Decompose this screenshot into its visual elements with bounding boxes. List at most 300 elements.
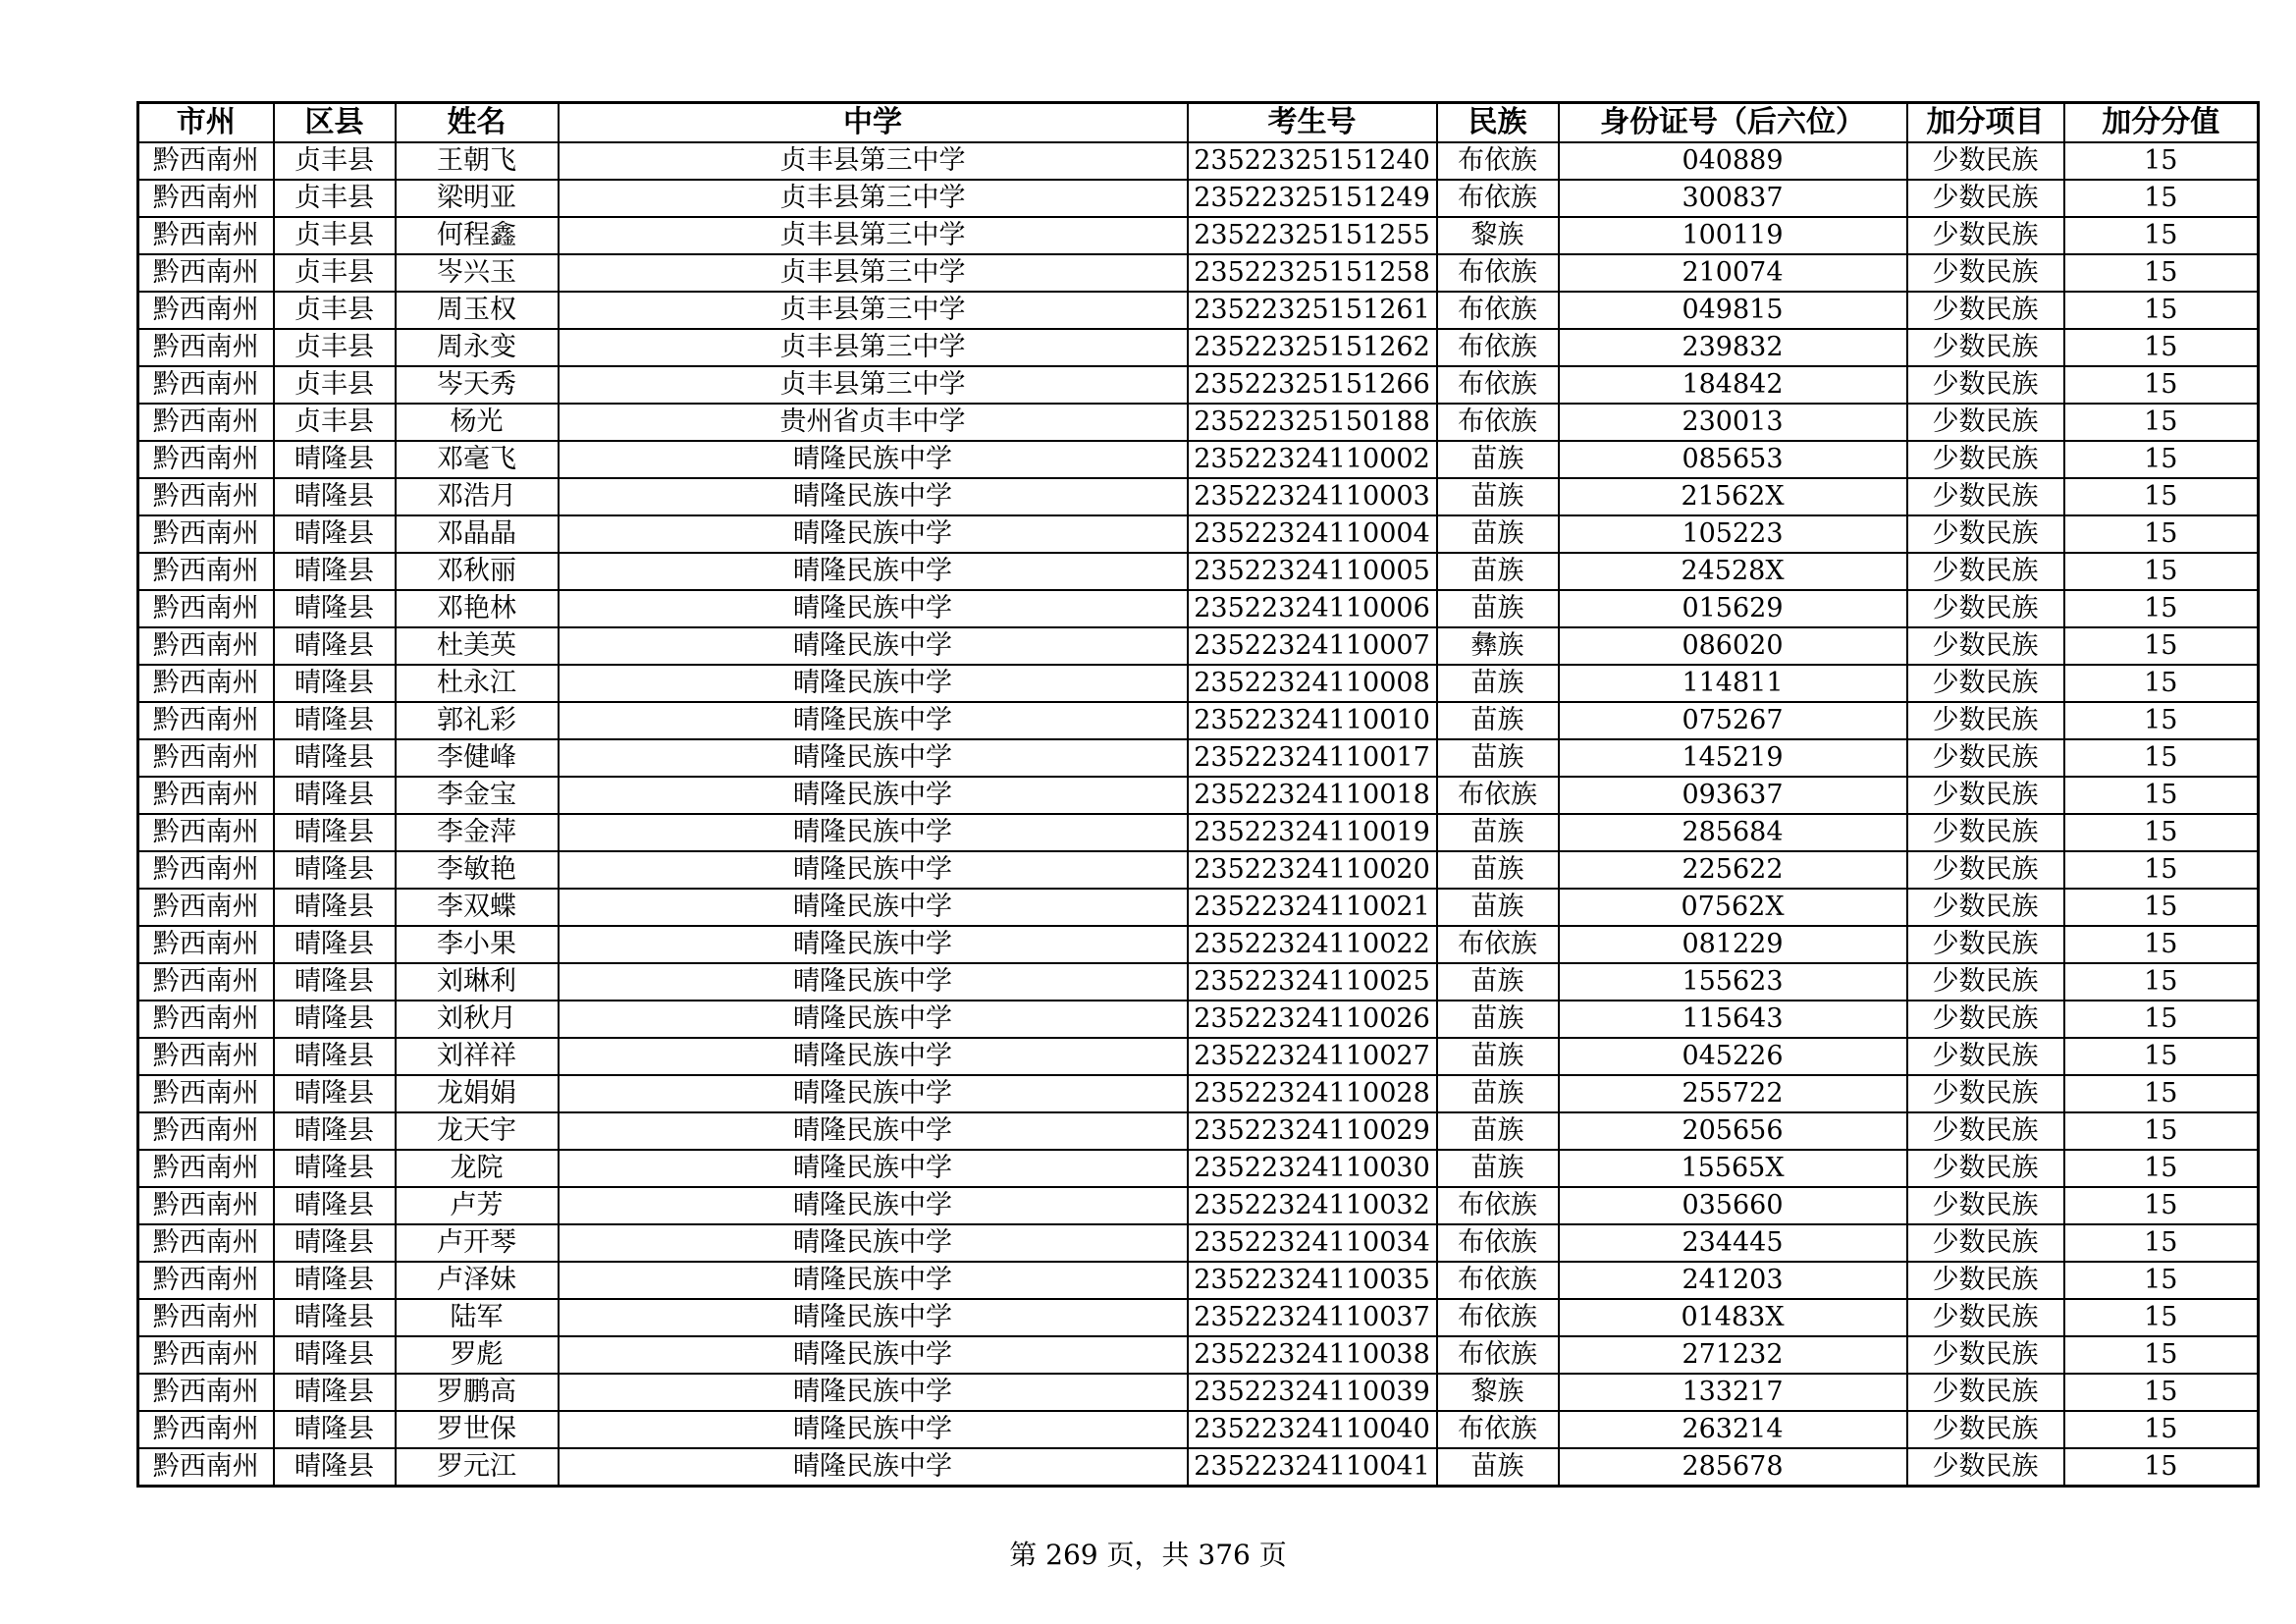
- id-suffix-cell: 045226: [1559, 1038, 1907, 1075]
- student-name-cell: 刘秋月: [396, 1001, 559, 1038]
- bonus-value-cell: 15: [2064, 1150, 2259, 1187]
- exam-id-cell: 23522324110038: [1188, 1336, 1437, 1374]
- county-cell: 贞丰县: [274, 404, 396, 441]
- school-cell: 贞丰县第三中学: [559, 180, 1188, 217]
- id-suffix-cell: 230013: [1559, 404, 1907, 441]
- bonus-item-cell: 少数民族: [1907, 1411, 2064, 1448]
- ethnicity-cell: 苗族: [1437, 1001, 1559, 1038]
- school-cell: 晴隆民族中学: [559, 1112, 1188, 1150]
- city-cell: 黔西南州: [138, 329, 274, 366]
- county-cell: 晴隆县: [274, 1448, 396, 1487]
- ethnicity-cell: 苗族: [1437, 1112, 1559, 1150]
- id-suffix-cell: 049815: [1559, 292, 1907, 329]
- county-cell: 晴隆县: [274, 1038, 396, 1075]
- exam-id-header: 考生号: [1188, 103, 1437, 143]
- county-cell: 贞丰县: [274, 292, 396, 329]
- county-cell: 晴隆县: [274, 1411, 396, 1448]
- bonus-item-cell: 少数民族: [1907, 1187, 2064, 1224]
- student-name-cell: 周玉权: [396, 292, 559, 329]
- id-suffix-cell: 205656: [1559, 1112, 1907, 1150]
- student-name-cell: 卢泽妹: [396, 1262, 559, 1299]
- city-cell: 黔西南州: [138, 627, 274, 665]
- city-cell: 黔西南州: [138, 777, 274, 814]
- table-row: [138, 180, 2259, 217]
- bonus-value-cell: 15: [2064, 851, 2259, 889]
- ethnicity-cell: 苗族: [1437, 1075, 1559, 1112]
- exam-id-cell: 23522324110025: [1188, 963, 1437, 1001]
- student-name-cell: 杜美英: [396, 627, 559, 665]
- ethnicity-cell: 苗族: [1437, 590, 1559, 627]
- bonus-item-cell: 少数民族: [1907, 441, 2064, 478]
- student-name-cell: 岑天秀: [396, 366, 559, 404]
- city-cell: 黔西南州: [138, 1224, 274, 1262]
- bonus-item-cell: 少数民族: [1907, 926, 2064, 963]
- id-suffix-cell: 271232: [1559, 1336, 1907, 1374]
- county-cell: 晴隆县: [274, 1112, 396, 1150]
- bonus-item-cell: 少数民族: [1907, 478, 2064, 515]
- student-name-cell: 邓晶晶: [396, 515, 559, 553]
- student-name-cell: 王朝飞: [396, 142, 559, 180]
- bonus-item-cell: 少数民族: [1907, 1001, 2064, 1038]
- id-suffix-cell: 100119: [1559, 217, 1907, 254]
- table-row: [138, 926, 2259, 963]
- student-name-cell: 罗彪: [396, 1336, 559, 1374]
- city-cell: 黔西南州: [138, 1299, 274, 1336]
- county-cell: 晴隆县: [274, 926, 396, 963]
- student-name-cell: 龙天宇: [396, 1112, 559, 1150]
- ethnicity-cell: 布依族: [1437, 777, 1559, 814]
- ethnicity-cell: 布依族: [1437, 926, 1559, 963]
- table-row: [138, 1112, 2259, 1150]
- id-suffix-cell: 035660: [1559, 1187, 1907, 1224]
- bonus-item-header: 加分项目: [1907, 103, 2064, 143]
- bonus-item-cell: 少数民族: [1907, 1448, 2064, 1487]
- page-number-footer: 第 269 页，共 376 页: [1009, 1539, 1287, 1571]
- bonus-value-cell: 15: [2064, 441, 2259, 478]
- student-name-cell: 卢芳: [396, 1187, 559, 1224]
- ethnicity-cell: 黎族: [1437, 217, 1559, 254]
- bonus-item-cell: 少数民族: [1907, 217, 2064, 254]
- table-row: [138, 777, 2259, 814]
- bonus-item-cell: 少数民族: [1907, 1075, 2064, 1112]
- city-cell: 黔西南州: [138, 366, 274, 404]
- exam-id-cell: 23522325151255: [1188, 217, 1437, 254]
- ethnicity-cell: 布依族: [1437, 1224, 1559, 1262]
- school-cell: 晴隆民族中学: [559, 1411, 1188, 1448]
- county-cell: 晴隆县: [274, 1187, 396, 1224]
- id-suffix-cell: 300837: [1559, 180, 1907, 217]
- exam-id-cell: 23522324110027: [1188, 1038, 1437, 1075]
- city-cell: 黔西南州: [138, 814, 274, 851]
- exam-id-cell: 23522324110007: [1188, 627, 1437, 665]
- county-header: 区县: [274, 103, 396, 143]
- city-cell: 黔西南州: [138, 478, 274, 515]
- bonus-item-cell: 少数民族: [1907, 963, 2064, 1001]
- table-row: [138, 515, 2259, 553]
- ethnicity-cell: 布依族: [1437, 1187, 1559, 1224]
- exam-id-cell: 23522325151249: [1188, 180, 1437, 217]
- bonus-item-cell: 少数民族: [1907, 180, 2064, 217]
- ethnicity-cell: 布依族: [1437, 1411, 1559, 1448]
- bonus-item-cell: 少数民族: [1907, 777, 2064, 814]
- bonus-item-cell: 少数民族: [1907, 702, 2064, 739]
- exam-id-cell: 23522324110005: [1188, 553, 1437, 590]
- student-name-cell: 李敏艳: [396, 851, 559, 889]
- city-cell: 黔西南州: [138, 1336, 274, 1374]
- bonus-item-cell: 少数民族: [1907, 366, 2064, 404]
- school-cell: 晴隆民族中学: [559, 963, 1188, 1001]
- table-row: [138, 553, 2259, 590]
- bonus-value-cell: 15: [2064, 329, 2259, 366]
- county-cell: 晴隆县: [274, 627, 396, 665]
- city-cell: 黔西南州: [138, 851, 274, 889]
- table-row: [138, 1448, 2259, 1487]
- bonus-value-cell: 15: [2064, 926, 2259, 963]
- id-suffix-cell: 210074: [1559, 254, 1907, 292]
- bonus-value-cell: 15: [2064, 180, 2259, 217]
- student-name-cell: 李金宝: [396, 777, 559, 814]
- school-cell: 晴隆民族中学: [559, 1224, 1188, 1262]
- student-name-cell: 刘琳利: [396, 963, 559, 1001]
- school-cell: 晴隆民族中学: [559, 1075, 1188, 1112]
- id-suffix-cell: 145219: [1559, 739, 1907, 777]
- table-row: [138, 590, 2259, 627]
- bonus-value-cell: 15: [2064, 1187, 2259, 1224]
- school-cell: 晴隆民族中学: [559, 553, 1188, 590]
- bonus-value-cell: 15: [2064, 1374, 2259, 1411]
- bonus-value-cell: 15: [2064, 963, 2259, 1001]
- school-cell: 晴隆民族中学: [559, 441, 1188, 478]
- city-cell: 黔西南州: [138, 1411, 274, 1448]
- ethnicity-cell: 布依族: [1437, 1336, 1559, 1374]
- exam-id-cell: 23522324110026: [1188, 1001, 1437, 1038]
- table-row: [138, 739, 2259, 777]
- school-cell: 晴隆民族中学: [559, 1038, 1188, 1075]
- student-name-cell: 卢开琴: [396, 1224, 559, 1262]
- id-suffix-header: 身份证号（后六位）: [1559, 103, 1907, 143]
- exam-id-cell: 23522324110006: [1188, 590, 1437, 627]
- exam-id-cell: 23522325151266: [1188, 366, 1437, 404]
- table-row: [138, 665, 2259, 702]
- student-name-cell: 龙娟娟: [396, 1075, 559, 1112]
- school-cell: 晴隆民族中学: [559, 739, 1188, 777]
- table-row: [138, 441, 2259, 478]
- school-cell: 贞丰县第三中学: [559, 217, 1188, 254]
- bonus-value-cell: 15: [2064, 590, 2259, 627]
- ethnicity-cell: 苗族: [1437, 441, 1559, 478]
- bonus-value-cell: 15: [2064, 1336, 2259, 1374]
- school-cell: 晴隆民族中学: [559, 1187, 1188, 1224]
- exam-id-cell: 23522324110020: [1188, 851, 1437, 889]
- table-row: [138, 1001, 2259, 1038]
- ethnicity-cell: 布依族: [1437, 292, 1559, 329]
- exam-id-cell: 23522325151262: [1188, 329, 1437, 366]
- bonus-value-cell: 15: [2064, 217, 2259, 254]
- city-cell: 黔西南州: [138, 553, 274, 590]
- city-cell: 黔西南州: [138, 1262, 274, 1299]
- id-suffix-cell: 015629: [1559, 590, 1907, 627]
- bonus-item-cell: 少数民族: [1907, 329, 2064, 366]
- school-cell: 贞丰县第三中学: [559, 142, 1188, 180]
- bonus-value-cell: 15: [2064, 1075, 2259, 1112]
- school-cell: 晴隆民族中学: [559, 1374, 1188, 1411]
- city-cell: 黔西南州: [138, 1038, 274, 1075]
- table-row: [138, 329, 2259, 366]
- exam-id-cell: 23522324110002: [1188, 441, 1437, 478]
- ethnicity-cell: 苗族: [1437, 1448, 1559, 1487]
- student-name-cell: 岑兴玉: [396, 254, 559, 292]
- id-suffix-cell: 15565X: [1559, 1150, 1907, 1187]
- bonus-item-cell: 少数民族: [1907, 1374, 2064, 1411]
- id-suffix-cell: 285684: [1559, 814, 1907, 851]
- header-row: [138, 103, 2259, 143]
- exam-id-cell: 23522324110032: [1188, 1187, 1437, 1224]
- table-row: [138, 627, 2259, 665]
- bonus-item-cell: 少数民族: [1907, 292, 2064, 329]
- ethnicity-cell: 苗族: [1437, 963, 1559, 1001]
- bonus-item-cell: 少数民族: [1907, 1224, 2064, 1262]
- city-cell: 黔西南州: [138, 889, 274, 926]
- id-suffix-cell: 21562X: [1559, 478, 1907, 515]
- bonus-value-cell: 15: [2064, 1112, 2259, 1150]
- school-cell: 晴隆民族中学: [559, 889, 1188, 926]
- bonus-item-cell: 少数民族: [1907, 142, 2064, 180]
- ethnicity-cell: 苗族: [1437, 851, 1559, 889]
- table-row: [138, 1075, 2259, 1112]
- student-name-cell: 郭礼彩: [396, 702, 559, 739]
- bonus-item-cell: 少数民族: [1907, 1336, 2064, 1374]
- id-suffix-cell: 285678: [1559, 1448, 1907, 1487]
- bonus-item-cell: 少数民族: [1907, 515, 2064, 553]
- bonus-value-cell: 15: [2064, 553, 2259, 590]
- city-header: 市州: [138, 103, 274, 143]
- ethnicity-cell: 黎族: [1437, 1374, 1559, 1411]
- id-suffix-cell: 086020: [1559, 627, 1907, 665]
- county-cell: 贞丰县: [274, 180, 396, 217]
- school-header: 中学: [559, 103, 1188, 143]
- bonus-value-cell: 15: [2064, 627, 2259, 665]
- county-cell: 贞丰县: [274, 329, 396, 366]
- city-cell: 黔西南州: [138, 1448, 274, 1487]
- table-row: [138, 1374, 2259, 1411]
- bonus-value-cell: 15: [2064, 254, 2259, 292]
- table-row: [138, 1411, 2259, 1448]
- table-row: [138, 142, 2259, 180]
- exam-id-cell: 23522325151240: [1188, 142, 1437, 180]
- name-header: 姓名: [396, 103, 559, 143]
- id-suffix-cell: 225622: [1559, 851, 1907, 889]
- bonus-points-table: [136, 101, 2260, 1488]
- bonus-item-cell: 少数民族: [1907, 404, 2064, 441]
- county-cell: 晴隆县: [274, 702, 396, 739]
- exam-id-cell: 23522324110019: [1188, 814, 1437, 851]
- bonus-value-cell: 15: [2064, 814, 2259, 851]
- ethnicity-cell: 苗族: [1437, 478, 1559, 515]
- city-cell: 黔西南州: [138, 926, 274, 963]
- school-cell: 晴隆民族中学: [559, 1448, 1188, 1487]
- school-cell: 贞丰县第三中学: [559, 329, 1188, 366]
- school-cell: 晴隆民族中学: [559, 851, 1188, 889]
- student-name-cell: 邓毫飞: [396, 441, 559, 478]
- bonus-item-cell: 少数民族: [1907, 739, 2064, 777]
- city-cell: 黔西南州: [138, 441, 274, 478]
- id-suffix-cell: 085653: [1559, 441, 1907, 478]
- bonus-value-cell: 15: [2064, 702, 2259, 739]
- id-suffix-cell: 07562X: [1559, 889, 1907, 926]
- school-cell: 晴隆民族中学: [559, 702, 1188, 739]
- ethnicity-cell: 布依族: [1437, 1299, 1559, 1336]
- city-cell: 黔西南州: [138, 963, 274, 1001]
- table-row: [138, 478, 2259, 515]
- county-cell: 晴隆县: [274, 1150, 396, 1187]
- id-suffix-cell: 093637: [1559, 777, 1907, 814]
- table-row: [138, 404, 2259, 441]
- school-cell: 晴隆民族中学: [559, 1001, 1188, 1038]
- exam-id-cell: 23522324110040: [1188, 1411, 1437, 1448]
- school-cell: 贵州省贞丰中学: [559, 404, 1188, 441]
- ethnicity-cell: 苗族: [1437, 515, 1559, 553]
- city-cell: 黔西南州: [138, 1187, 274, 1224]
- exam-id-cell: 23522324110008: [1188, 665, 1437, 702]
- county-cell: 贞丰县: [274, 366, 396, 404]
- city-cell: 黔西南州: [138, 739, 274, 777]
- exam-id-cell: 23522325151261: [1188, 292, 1437, 329]
- table-body: [138, 142, 2259, 1487]
- exam-id-cell: 23522324110022: [1188, 926, 1437, 963]
- county-cell: 晴隆县: [274, 814, 396, 851]
- ethnicity-cell: 苗族: [1437, 702, 1559, 739]
- ethnicity-cell: 布依族: [1437, 254, 1559, 292]
- county-cell: 晴隆县: [274, 515, 396, 553]
- county-cell: 晴隆县: [274, 441, 396, 478]
- student-name-cell: 杜永江: [396, 665, 559, 702]
- id-suffix-cell: 239832: [1559, 329, 1907, 366]
- ethnicity-cell: 彝族: [1437, 627, 1559, 665]
- exam-id-cell: 23522324110004: [1188, 515, 1437, 553]
- city-cell: 黔西南州: [138, 702, 274, 739]
- county-cell: 晴隆县: [274, 963, 396, 1001]
- student-name-cell: 邓秋丽: [396, 553, 559, 590]
- school-cell: 晴隆民族中学: [559, 926, 1188, 963]
- school-cell: 晴隆民族中学: [559, 515, 1188, 553]
- ethnicity-cell: 布依族: [1437, 404, 1559, 441]
- exam-id-cell: 23522324110030: [1188, 1150, 1437, 1187]
- table-row: [138, 1336, 2259, 1374]
- exam-id-cell: 23522324110003: [1188, 478, 1437, 515]
- student-name-cell: 杨光: [396, 404, 559, 441]
- ethnicity-cell: 布依族: [1437, 180, 1559, 217]
- county-cell: 晴隆县: [274, 478, 396, 515]
- ethnicity-cell: 苗族: [1437, 1038, 1559, 1075]
- table-row: [138, 1150, 2259, 1187]
- table-row: [138, 702, 2259, 739]
- bonus-item-cell: 少数民族: [1907, 1038, 2064, 1075]
- school-cell: 贞丰县第三中学: [559, 254, 1188, 292]
- id-suffix-cell: 01483X: [1559, 1299, 1907, 1336]
- bonus-value-cell: 15: [2064, 1262, 2259, 1299]
- student-name-cell: 邓艳林: [396, 590, 559, 627]
- bonus-item-cell: 少数民族: [1907, 627, 2064, 665]
- exam-id-cell: 23522325150188: [1188, 404, 1437, 441]
- city-cell: 黔西南州: [138, 180, 274, 217]
- school-cell: 晴隆民族中学: [559, 1336, 1188, 1374]
- table-row: [138, 851, 2259, 889]
- school-cell: 晴隆民族中学: [559, 627, 1188, 665]
- ethnicity-header: 民族: [1437, 103, 1559, 143]
- student-name-cell: 刘祥祥: [396, 1038, 559, 1075]
- city-cell: 黔西南州: [138, 590, 274, 627]
- exam-id-cell: 23522324110037: [1188, 1299, 1437, 1336]
- bonus-value-cell: 15: [2064, 1448, 2259, 1487]
- table-row: [138, 366, 2259, 404]
- school-cell: 晴隆民族中学: [559, 1262, 1188, 1299]
- ethnicity-cell: 苗族: [1437, 665, 1559, 702]
- exam-id-cell: 23522325151258: [1188, 254, 1437, 292]
- student-name-cell: 李金萍: [396, 814, 559, 851]
- city-cell: 黔西南州: [138, 254, 274, 292]
- student-name-cell: 周永变: [396, 329, 559, 366]
- table-row: [138, 963, 2259, 1001]
- county-cell: 晴隆县: [274, 1001, 396, 1038]
- city-cell: 黔西南州: [138, 1001, 274, 1038]
- county-cell: 贞丰县: [274, 142, 396, 180]
- student-name-cell: 李健峰: [396, 739, 559, 777]
- bonus-item-cell: 少数民族: [1907, 1112, 2064, 1150]
- bonus-value-cell: 15: [2064, 1001, 2259, 1038]
- bonus-value-cell: 15: [2064, 889, 2259, 926]
- bonus-item-cell: 少数民族: [1907, 1150, 2064, 1187]
- county-cell: 晴隆县: [274, 739, 396, 777]
- city-cell: 黔西南州: [138, 665, 274, 702]
- exam-id-cell: 23522324110035: [1188, 1262, 1437, 1299]
- bonus-value-cell: 15: [2064, 739, 2259, 777]
- bonus-item-cell: 少数民族: [1907, 665, 2064, 702]
- student-name-cell: 梁明亚: [396, 180, 559, 217]
- student-name-cell: 何程鑫: [396, 217, 559, 254]
- id-suffix-cell: 24528X: [1559, 553, 1907, 590]
- county-cell: 晴隆县: [274, 1336, 396, 1374]
- school-cell: 晴隆民族中学: [559, 1150, 1188, 1187]
- bonus-item-cell: 少数民族: [1907, 553, 2064, 590]
- exam-id-cell: 23522324110021: [1188, 889, 1437, 926]
- table-row: [138, 254, 2259, 292]
- county-cell: 晴隆县: [274, 889, 396, 926]
- exam-id-cell: 23522324110034: [1188, 1224, 1437, 1262]
- exam-id-cell: 23522324110017: [1188, 739, 1437, 777]
- id-suffix-cell: 241203: [1559, 1262, 1907, 1299]
- id-suffix-cell: 105223: [1559, 515, 1907, 553]
- bonus-value-cell: 15: [2064, 665, 2259, 702]
- student-name-cell: 李小果: [396, 926, 559, 963]
- bonus-item-cell: 少数民族: [1907, 1262, 2064, 1299]
- city-cell: 黔西南州: [138, 515, 274, 553]
- bonus-value-cell: 15: [2064, 366, 2259, 404]
- table-row: [138, 1187, 2259, 1224]
- student-name-cell: 邓浩月: [396, 478, 559, 515]
- id-suffix-cell: 133217: [1559, 1374, 1907, 1411]
- bonus-value-header: 加分分值: [2064, 103, 2259, 143]
- county-cell: 晴隆县: [274, 1299, 396, 1336]
- ethnicity-cell: 布依族: [1437, 142, 1559, 180]
- county-cell: 晴隆县: [274, 590, 396, 627]
- bonus-item-cell: 少数民族: [1907, 590, 2064, 627]
- id-suffix-cell: 040889: [1559, 142, 1907, 180]
- bonus-value-cell: 15: [2064, 777, 2259, 814]
- table-row: [138, 1299, 2259, 1336]
- exam-id-cell: 23522324110028: [1188, 1075, 1437, 1112]
- id-suffix-cell: 234445: [1559, 1224, 1907, 1262]
- bonus-value-cell: 15: [2064, 1224, 2259, 1262]
